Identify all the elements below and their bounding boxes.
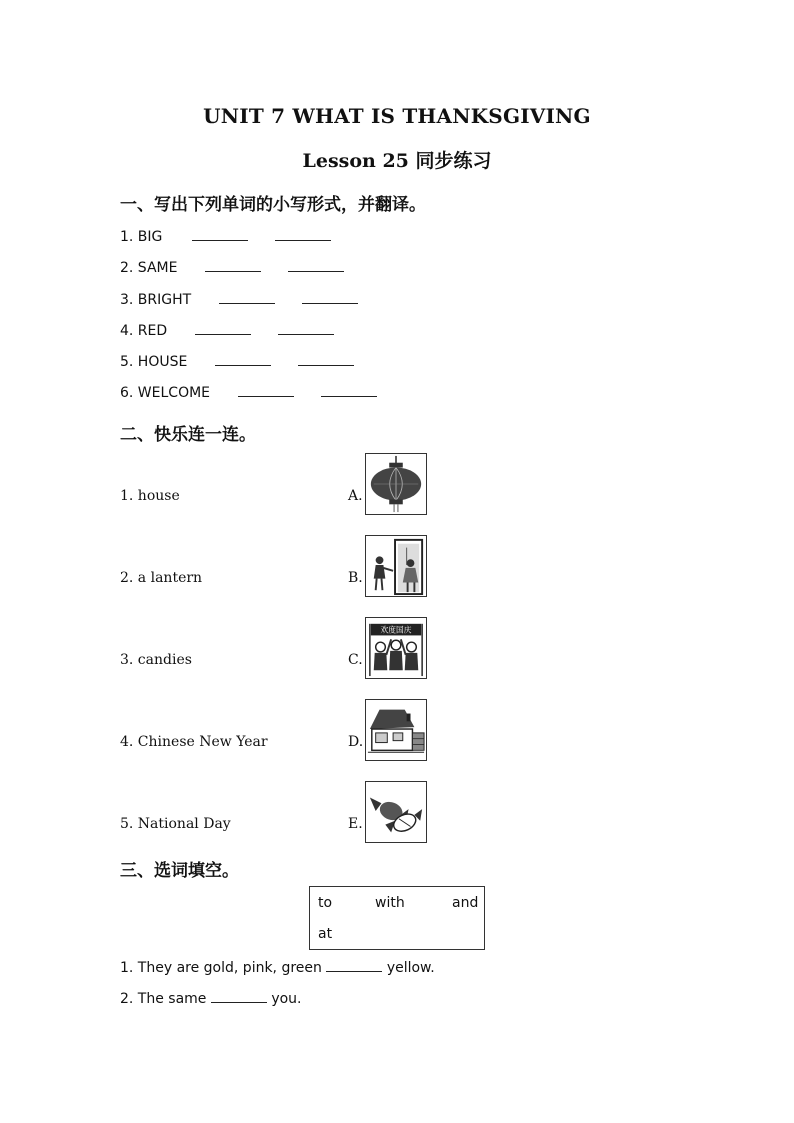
exercise-1-item: [120, 351, 354, 371]
house-icon[interactable]: [365, 699, 427, 761]
word-bank-item: at: [318, 926, 333, 942]
match-item[interactable]: 5. National Day: [120, 816, 231, 832]
answer-blank[interactable]: [215, 351, 271, 366]
sentence-end: you.: [271, 991, 302, 1007]
word-bank-item: to: [318, 895, 333, 911]
word-label: 3. BRIGHT: [120, 292, 192, 308]
word-label: 2. SAME: [120, 260, 178, 276]
word-label: 1. BIG: [120, 229, 163, 245]
answer-blank[interactable]: [192, 226, 248, 241]
section-2-heading: 二、快乐连一连。: [120, 425, 256, 445]
answer-blank[interactable]: [219, 289, 275, 304]
fill-sentence: [120, 957, 435, 976]
word-label: 4. RED: [120, 323, 168, 339]
door-greeting-icon[interactable]: [365, 535, 427, 597]
exercise-1-item: [120, 289, 358, 309]
match-item[interactable]: 1. house: [120, 488, 180, 504]
match-letter: D.: [348, 734, 364, 750]
sentence-end: yellow.: [386, 960, 435, 976]
match-item[interactable]: 4. Chinese New Year: [120, 734, 268, 750]
match-letter: A.: [348, 488, 363, 504]
answer-blank[interactable]: [302, 289, 358, 304]
exercise-1-item: [120, 320, 334, 340]
page-title: UNIT 7 WHAT IS THANKSGIVING: [203, 104, 591, 128]
match-letter: E.: [348, 816, 363, 832]
section-1-heading: 一、写出下列单词的小写形式，并翻译。: [120, 195, 426, 215]
sentence-start: 1. They are gold, pink, green: [120, 960, 322, 976]
exercise-1-item: [120, 226, 331, 246]
match-letter: C.: [348, 652, 363, 668]
answer-blank[interactable]: [195, 320, 251, 335]
answer-blank[interactable]: [288, 257, 344, 272]
lantern-icon[interactable]: [365, 453, 427, 515]
word-label: 5. HOUSE: [120, 354, 188, 370]
answer-blank[interactable]: [211, 988, 267, 1003]
match-letter: B.: [348, 570, 363, 586]
lesson-subtitle: Lesson 25 同步练习: [302, 150, 492, 172]
match-item[interactable]: 2. a lantern: [120, 570, 203, 586]
answer-blank[interactable]: [205, 257, 261, 272]
sentence-start: 2. The same: [120, 991, 207, 1007]
answer-blank[interactable]: [278, 320, 334, 335]
answer-blank[interactable]: [298, 351, 354, 366]
word-bank-item: with: [375, 895, 405, 911]
exercise-1-item: [120, 382, 377, 402]
answer-blank[interactable]: [326, 957, 382, 972]
word-label: 6. WELCOME: [120, 385, 211, 401]
candy-icon[interactable]: [365, 781, 427, 843]
match-item[interactable]: 3. candies: [120, 652, 192, 668]
section-3-heading: 三、选词填空。: [120, 861, 239, 881]
celebration-banner-icon[interactable]: [365, 617, 427, 679]
answer-blank[interactable]: [275, 226, 331, 241]
fill-sentence: [120, 988, 302, 1007]
word-bank: [309, 886, 485, 950]
banner-text: 欢度国庆: [380, 625, 412, 635]
answer-blank[interactable]: [238, 382, 294, 397]
word-bank-item: and: [452, 895, 479, 911]
answer-blank[interactable]: [321, 382, 377, 397]
exercise-1-item: [120, 257, 344, 277]
